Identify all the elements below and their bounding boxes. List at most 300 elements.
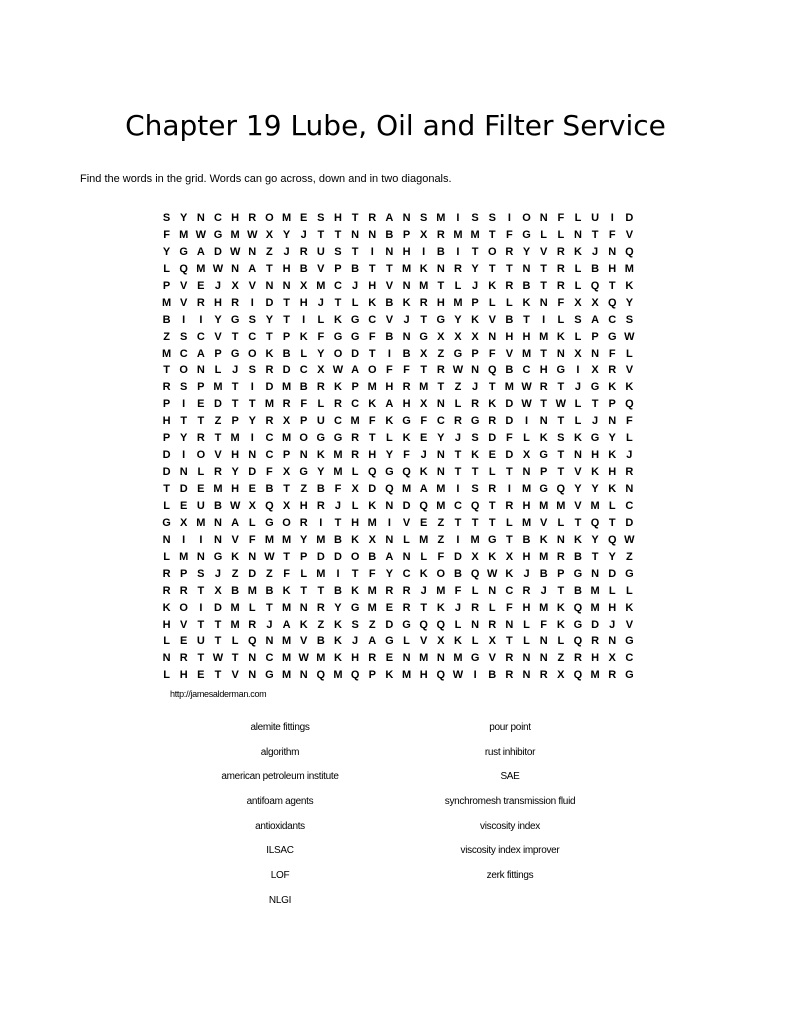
grid-letter[interactable]: M	[419, 533, 429, 546]
grid-letter[interactable]: O	[265, 212, 274, 224]
grid-letter[interactable]: T	[557, 381, 565, 394]
grid-letter[interactable]: R	[316, 381, 325, 394]
grid-letter[interactable]: T	[266, 262, 273, 275]
grid-letter[interactable]: X	[522, 449, 531, 462]
grid-letter[interactable]: Y	[591, 533, 599, 546]
grid-letter[interactable]: I	[610, 212, 614, 224]
grid-letter[interactable]: G	[265, 516, 274, 529]
grid-letter[interactable]: T	[266, 601, 273, 614]
grid-letter[interactable]: F	[368, 415, 376, 428]
grid-letter[interactable]: T	[488, 499, 496, 512]
grid-letter[interactable]: J	[523, 567, 530, 580]
grid-letter[interactable]: V	[385, 313, 394, 326]
grid-letter[interactable]: M	[281, 381, 292, 394]
grid-letter[interactable]: L	[163, 499, 170, 512]
grid-letter[interactable]: R	[471, 398, 480, 411]
grid-letter[interactable]: V	[505, 347, 514, 360]
grid-letter[interactable]: N	[436, 466, 445, 479]
grid-letter[interactable]: K	[625, 279, 634, 292]
grid-letter[interactable]: L	[608, 499, 616, 512]
grid-letter[interactable]: M	[230, 618, 240, 631]
grid-letter[interactable]: N	[522, 262, 531, 275]
grid-letter[interactable]: W	[332, 364, 344, 377]
grid-letter[interactable]: H	[299, 499, 308, 512]
grid-letter[interactable]: M	[367, 381, 377, 394]
grid-letter[interactable]: U	[196, 499, 205, 512]
grid-letter[interactable]: Q	[419, 499, 428, 512]
grid-letter[interactable]: B	[214, 499, 222, 512]
grid-letter[interactable]: T	[488, 516, 496, 529]
grid-letter[interactable]: D	[214, 601, 222, 614]
grid-letter[interactable]: R	[539, 669, 548, 682]
grid-letter[interactable]: T	[540, 279, 548, 292]
grid-letter[interactable]: E	[420, 516, 428, 529]
grid-letter[interactable]: D	[591, 618, 600, 631]
grid-letter[interactable]: C	[436, 415, 445, 428]
grid-letter[interactable]: I	[182, 313, 186, 326]
grid-letter[interactable]: T	[283, 313, 290, 326]
grid-letter[interactable]: D	[179, 483, 188, 495]
grid-letter[interactable]: B	[351, 262, 360, 275]
grid-letter[interactable]: F	[540, 618, 548, 631]
grid-letter[interactable]: M	[470, 228, 480, 241]
grid-letter[interactable]: M	[333, 466, 343, 479]
grid-letter[interactable]: O	[247, 347, 257, 360]
grid-letter[interactable]: M	[590, 601, 600, 614]
grid-letter[interactable]: U	[196, 635, 205, 648]
grid-letter[interactable]: Q	[625, 398, 634, 411]
grid-letter[interactable]: K	[162, 601, 171, 614]
grid-letter[interactable]: G	[213, 228, 223, 241]
grid-letter[interactable]: G	[213, 550, 223, 563]
grid-letter[interactable]: X	[282, 466, 291, 479]
grid-letter[interactable]: X	[488, 635, 496, 648]
grid-letter[interactable]: F	[300, 398, 308, 411]
grid-letter[interactable]: G	[179, 245, 188, 258]
grid-letter[interactable]: M	[624, 262, 634, 275]
grid-letter[interactable]: L	[317, 313, 325, 326]
grid-letter[interactable]: G	[522, 228, 531, 241]
grid-letter[interactable]: T	[180, 415, 188, 428]
grid-letter[interactable]: F	[557, 212, 565, 224]
grid-letter[interactable]: H	[231, 449, 240, 462]
grid-letter[interactable]: H	[608, 466, 617, 479]
grid-letter[interactable]: M	[333, 669, 343, 682]
grid-letter[interactable]: V	[248, 279, 256, 292]
grid-letter[interactable]: P	[471, 296, 479, 309]
grid-letter[interactable]: W	[521, 398, 532, 411]
grid-letter[interactable]: Z	[300, 483, 308, 495]
grid-letter[interactable]: A	[385, 550, 394, 563]
grid-letter[interactable]: Q	[436, 618, 446, 631]
grid-letter[interactable]: C	[214, 212, 222, 224]
grid-letter[interactable]: T	[608, 279, 616, 292]
grid-letter[interactable]: T	[420, 313, 428, 326]
grid-letter[interactable]: L	[248, 516, 256, 529]
grid-letter[interactable]: Y	[162, 245, 171, 258]
grid-letter[interactable]: J	[420, 584, 427, 597]
grid-letter[interactable]: I	[456, 212, 460, 224]
grid-letter[interactable]: N	[556, 533, 565, 546]
grid-letter[interactable]: J	[592, 415, 599, 428]
grid-letter[interactable]: V	[488, 652, 496, 665]
grid-letter[interactable]: L	[557, 635, 565, 648]
grid-letter[interactable]: M	[436, 483, 446, 495]
grid-letter[interactable]: F	[403, 364, 410, 377]
grid-letter[interactable]: A	[368, 635, 377, 648]
grid-letter[interactable]: T	[231, 652, 239, 665]
grid-letter[interactable]: G	[573, 618, 583, 631]
grid-letter[interactable]: F	[403, 449, 410, 462]
grid-letter[interactable]: C	[334, 279, 342, 292]
grid-letter[interactable]: K	[471, 449, 480, 462]
grid-letter[interactable]: T	[420, 601, 428, 614]
grid-letter[interactable]: M	[419, 652, 429, 665]
grid-letter[interactable]: L	[523, 432, 530, 445]
grid-letter[interactable]: K	[419, 466, 428, 479]
grid-letter[interactable]: T	[540, 398, 548, 411]
grid-letter[interactable]: Q	[487, 364, 497, 377]
grid-letter[interactable]: H	[436, 296, 445, 309]
grid-letter[interactable]: M	[247, 584, 257, 597]
grid-letter[interactable]: M	[316, 533, 326, 546]
grid-letter[interactable]: B	[162, 313, 171, 326]
grid-letter[interactable]: D	[248, 466, 257, 479]
grid-letter[interactable]: C	[402, 567, 411, 580]
grid-letter[interactable]: N	[299, 669, 308, 682]
grid-letter[interactable]: D	[334, 550, 342, 563]
grid-letter[interactable]: K	[351, 584, 360, 597]
grid-letter[interactable]: B	[299, 381, 308, 394]
grid-letter[interactable]: M	[539, 601, 549, 614]
grid-letter[interactable]: Z	[266, 567, 273, 580]
grid-letter[interactable]: S	[317, 212, 325, 224]
grid-letter[interactable]: X	[437, 330, 445, 343]
grid-letter[interactable]: R	[505, 652, 514, 665]
grid-letter[interactable]: V	[488, 313, 496, 326]
grid-letter[interactable]: L	[608, 584, 616, 597]
grid-letter[interactable]: L	[420, 550, 428, 563]
grid-letter[interactable]: K	[368, 499, 377, 512]
grid-letter[interactable]: J	[266, 618, 273, 631]
grid-letter[interactable]: T	[283, 550, 290, 563]
grid-letter[interactable]: A	[231, 516, 240, 529]
grid-letter[interactable]: D	[162, 466, 171, 479]
grid-letter[interactable]: B	[368, 550, 377, 563]
grid-letter[interactable]: N	[471, 364, 480, 377]
grid-letter[interactable]: T	[368, 262, 376, 275]
grid-letter[interactable]: Y	[437, 432, 445, 445]
grid-letter[interactable]: F	[488, 347, 496, 360]
grid-letter[interactable]: B	[573, 550, 582, 563]
grid-letter[interactable]: V	[539, 516, 548, 529]
grid-letter[interactable]: R	[488, 415, 497, 428]
grid-letter[interactable]: M	[196, 262, 206, 275]
grid-letter[interactable]: Y	[180, 212, 188, 224]
grid-letter[interactable]: N	[488, 330, 497, 343]
grid-letter[interactable]: B	[265, 483, 274, 495]
grid-letter[interactable]: A	[351, 364, 360, 377]
grid-letter[interactable]: P	[197, 381, 205, 394]
grid-letter[interactable]: F	[317, 330, 325, 343]
grid-letter[interactable]: L	[557, 516, 565, 529]
grid-letter[interactable]: G	[436, 313, 446, 326]
grid-letter[interactable]: T	[471, 466, 479, 479]
grid-letter[interactable]: R	[368, 212, 377, 224]
grid-letter[interactable]: K	[608, 449, 617, 462]
grid-letter[interactable]: P	[300, 415, 308, 428]
grid-letter[interactable]: J	[352, 635, 359, 648]
grid-letter[interactable]: C	[248, 330, 257, 343]
grid-letter[interactable]: X	[300, 279, 308, 292]
grid-letter[interactable]: V	[625, 618, 634, 631]
grid-letter[interactable]: X	[282, 415, 291, 428]
grid-letter[interactable]: F	[368, 567, 376, 580]
grid-letter[interactable]: K	[556, 330, 565, 343]
grid-letter[interactable]: G	[487, 533, 497, 546]
grid-letter[interactable]: X	[591, 364, 599, 377]
grid-letter[interactable]: N	[402, 279, 411, 292]
grid-letter[interactable]: B	[334, 584, 342, 597]
grid-letter[interactable]: L	[626, 584, 633, 597]
grid-letter[interactable]: H	[351, 516, 360, 529]
grid-letter[interactable]: N	[248, 652, 257, 665]
grid-letter[interactable]: J	[540, 584, 547, 597]
grid-letter[interactable]: F	[608, 228, 616, 241]
grid-letter[interactable]: H	[282, 262, 291, 275]
grid-letter[interactable]: Q	[350, 669, 360, 682]
grid-letter[interactable]: N	[591, 567, 600, 580]
grid-letter[interactable]: T	[334, 228, 342, 241]
grid-letter[interactable]: M	[333, 449, 343, 462]
grid-letter[interactable]: R	[539, 381, 548, 394]
grid-letter[interactable]: M	[316, 652, 326, 665]
grid-letter[interactable]: M	[316, 567, 326, 580]
grid-letter[interactable]: C	[265, 449, 274, 462]
grid-letter[interactable]: M	[470, 533, 480, 546]
grid-letter[interactable]: N	[471, 618, 480, 631]
grid-letter[interactable]: G	[419, 330, 428, 343]
grid-letter[interactable]: Q	[247, 635, 257, 648]
grid-letter[interactable]: K	[625, 601, 634, 614]
grid-letter[interactable]: G	[556, 364, 566, 377]
grid-letter[interactable]: N	[248, 550, 257, 563]
grid-letter[interactable]: E	[248, 483, 256, 495]
grid-letter[interactable]: H	[334, 212, 342, 224]
grid-letter[interactable]: R	[556, 245, 565, 258]
grid-letter[interactable]: Q	[402, 466, 411, 479]
grid-letter[interactable]: M	[436, 584, 446, 597]
grid-letter[interactable]: V	[574, 499, 582, 512]
grid-letter[interactable]: J	[420, 449, 427, 462]
grid-letter[interactable]: Y	[317, 347, 325, 360]
grid-letter[interactable]: I	[250, 432, 254, 445]
grid-letter[interactable]: T	[540, 347, 548, 360]
grid-letter[interactable]: L	[471, 635, 479, 648]
grid-letter[interactable]: C	[505, 584, 514, 597]
grid-letter[interactable]: R	[488, 483, 497, 495]
grid-letter[interactable]: N	[248, 245, 257, 258]
grid-letter[interactable]: S	[334, 245, 342, 258]
grid-letter[interactable]: H	[385, 381, 394, 394]
grid-letter[interactable]: V	[300, 635, 308, 648]
grid-letter[interactable]: V	[420, 635, 428, 648]
grid-letter[interactable]: T	[454, 449, 462, 462]
grid-letter[interactable]: D	[265, 381, 274, 394]
grid-letter[interactable]: T	[488, 228, 496, 241]
grid-letter[interactable]: T	[574, 516, 582, 529]
grid-letter[interactable]: H	[402, 245, 411, 258]
grid-letter[interactable]: D	[402, 499, 411, 512]
grid-letter[interactable]: M	[281, 533, 292, 546]
grid-letter[interactable]: G	[333, 432, 343, 445]
grid-letter[interactable]: T	[454, 516, 462, 529]
grid-letter[interactable]: G	[385, 635, 394, 648]
grid-letter[interactable]: B	[402, 347, 411, 360]
grid-letter[interactable]: I	[507, 483, 511, 495]
grid-letter[interactable]: O	[282, 516, 291, 529]
grid-letter[interactable]: K	[334, 381, 342, 394]
grid-letter[interactable]: I	[576, 364, 580, 377]
grid-letter[interactable]: P	[282, 449, 291, 462]
grid-letter[interactable]: Y	[300, 533, 308, 546]
grid-letter[interactable]: Z	[437, 533, 445, 546]
grid-letter[interactable]: S	[488, 212, 496, 224]
grid-letter[interactable]: Q	[573, 601, 583, 614]
grid-letter[interactable]: D	[368, 483, 377, 495]
grid-letter[interactable]: X	[574, 347, 582, 360]
grid-letter[interactable]: P	[162, 432, 171, 445]
grid-letter[interactable]: R	[334, 398, 342, 411]
grid-letter[interactable]: G	[350, 330, 360, 343]
grid-letter[interactable]: K	[368, 296, 377, 309]
grid-letter[interactable]: M	[281, 212, 292, 224]
grid-letter[interactable]: B	[231, 584, 240, 597]
grid-letter[interactable]: I	[456, 533, 460, 546]
grid-letter[interactable]: W	[247, 228, 258, 241]
grid-letter[interactable]: Q	[607, 533, 617, 546]
grid-letter[interactable]: T	[506, 533, 513, 546]
grid-letter[interactable]: M	[453, 228, 463, 241]
grid-letter[interactable]: A	[248, 262, 257, 275]
grid-letter[interactable]: T	[471, 245, 479, 258]
grid-letter[interactable]: K	[453, 635, 462, 648]
grid-letter[interactable]: N	[385, 499, 394, 512]
grid-letter[interactable]: Z	[454, 381, 462, 394]
grid-letter[interactable]: Y	[608, 432, 616, 445]
grid-letter[interactable]: C	[299, 364, 308, 377]
grid-letter[interactable]: F	[334, 483, 342, 495]
grid-letter[interactable]: H	[591, 652, 600, 665]
grid-letter[interactable]: V	[625, 364, 634, 377]
grid-letter[interactable]: D	[505, 398, 514, 411]
grid-letter[interactable]: R	[248, 212, 257, 224]
grid-letter[interactable]: H	[522, 499, 531, 512]
grid-letter[interactable]: R	[282, 398, 291, 411]
grid-letter[interactable]: X	[557, 669, 565, 682]
grid-letter[interactable]: N	[385, 245, 394, 258]
grid-letter[interactable]: I	[199, 313, 203, 326]
grid-letter[interactable]: H	[402, 398, 411, 411]
grid-letter[interactable]: N	[608, 635, 617, 648]
grid-letter[interactable]: T	[368, 432, 376, 445]
grid-letter[interactable]: V	[180, 296, 188, 309]
grid-letter[interactable]: T	[214, 669, 222, 682]
grid-letter[interactable]: L	[403, 635, 410, 648]
grid-letter[interactable]: W	[264, 550, 275, 563]
grid-letter[interactable]: U	[316, 245, 325, 258]
grid-letter[interactable]: L	[351, 466, 359, 479]
grid-letter[interactable]: V	[625, 228, 634, 241]
grid-letter[interactable]: K	[556, 618, 565, 631]
grid-letter[interactable]: W	[229, 245, 241, 258]
grid-letter[interactable]: N	[368, 228, 377, 241]
grid-letter[interactable]: X	[351, 483, 359, 495]
grid-letter[interactable]: M	[401, 483, 412, 495]
grid-letter[interactable]: R	[385, 584, 394, 597]
grid-letter[interactable]: M	[179, 550, 189, 563]
grid-letter[interactable]: R	[556, 279, 565, 292]
grid-letter[interactable]: T	[506, 635, 513, 648]
grid-letter[interactable]: D	[282, 364, 291, 377]
grid-letter[interactable]: N	[196, 550, 205, 563]
grid-letter[interactable]: I	[199, 601, 203, 614]
grid-letter[interactable]: L	[317, 398, 325, 411]
grid-letter[interactable]: Y	[214, 313, 222, 326]
grid-letter[interactable]: T	[197, 652, 205, 665]
grid-letter[interactable]: T	[368, 347, 376, 360]
grid-letter[interactable]: H	[351, 652, 360, 665]
grid-letter[interactable]: T	[300, 584, 308, 597]
grid-letter[interactable]: K	[608, 381, 617, 394]
grid-letter[interactable]: L	[197, 466, 205, 479]
grid-letter[interactable]: B	[316, 635, 325, 648]
grid-letter[interactable]: L	[574, 398, 582, 411]
grid-letter[interactable]: T	[488, 381, 496, 394]
grid-letter[interactable]: T	[420, 364, 428, 377]
grid-letter[interactable]: M	[179, 228, 189, 241]
grid-letter[interactable]: J	[472, 381, 479, 394]
grid-letter[interactable]: N	[402, 550, 411, 563]
grid-letter[interactable]: S	[351, 618, 359, 631]
grid-letter[interactable]: T	[163, 364, 170, 377]
grid-letter[interactable]: P	[557, 567, 565, 580]
grid-letter[interactable]: R	[196, 296, 205, 309]
grid-letter[interactable]: M	[213, 483, 223, 495]
grid-letter[interactable]: K	[539, 533, 548, 546]
grid-letter[interactable]: V	[180, 279, 188, 292]
grid-letter[interactable]: M	[401, 262, 412, 275]
grid-letter[interactable]: Y	[591, 483, 599, 495]
grid-letter[interactable]: Z	[317, 618, 325, 631]
grid-letter[interactable]: I	[387, 347, 391, 360]
grid-letter[interactable]: T	[471, 516, 479, 529]
grid-letter[interactable]: F	[420, 415, 428, 428]
grid-letter[interactable]: W	[195, 228, 207, 241]
grid-letter[interactable]: F	[437, 550, 445, 563]
grid-letter[interactable]: J	[592, 245, 599, 258]
grid-letter[interactable]: F	[163, 228, 170, 241]
grid-letter[interactable]: I	[387, 516, 391, 529]
grid-letter[interactable]: G	[470, 652, 480, 665]
grid-letter[interactable]: I	[370, 245, 374, 258]
grid-letter[interactable]: S	[248, 313, 256, 326]
grid-letter[interactable]: Z	[368, 618, 376, 631]
grid-letter[interactable]: L	[557, 228, 565, 241]
grid-letter[interactable]: G	[230, 347, 240, 360]
grid-letter[interactable]: Y	[522, 245, 531, 258]
grid-letter[interactable]: R	[231, 296, 240, 309]
